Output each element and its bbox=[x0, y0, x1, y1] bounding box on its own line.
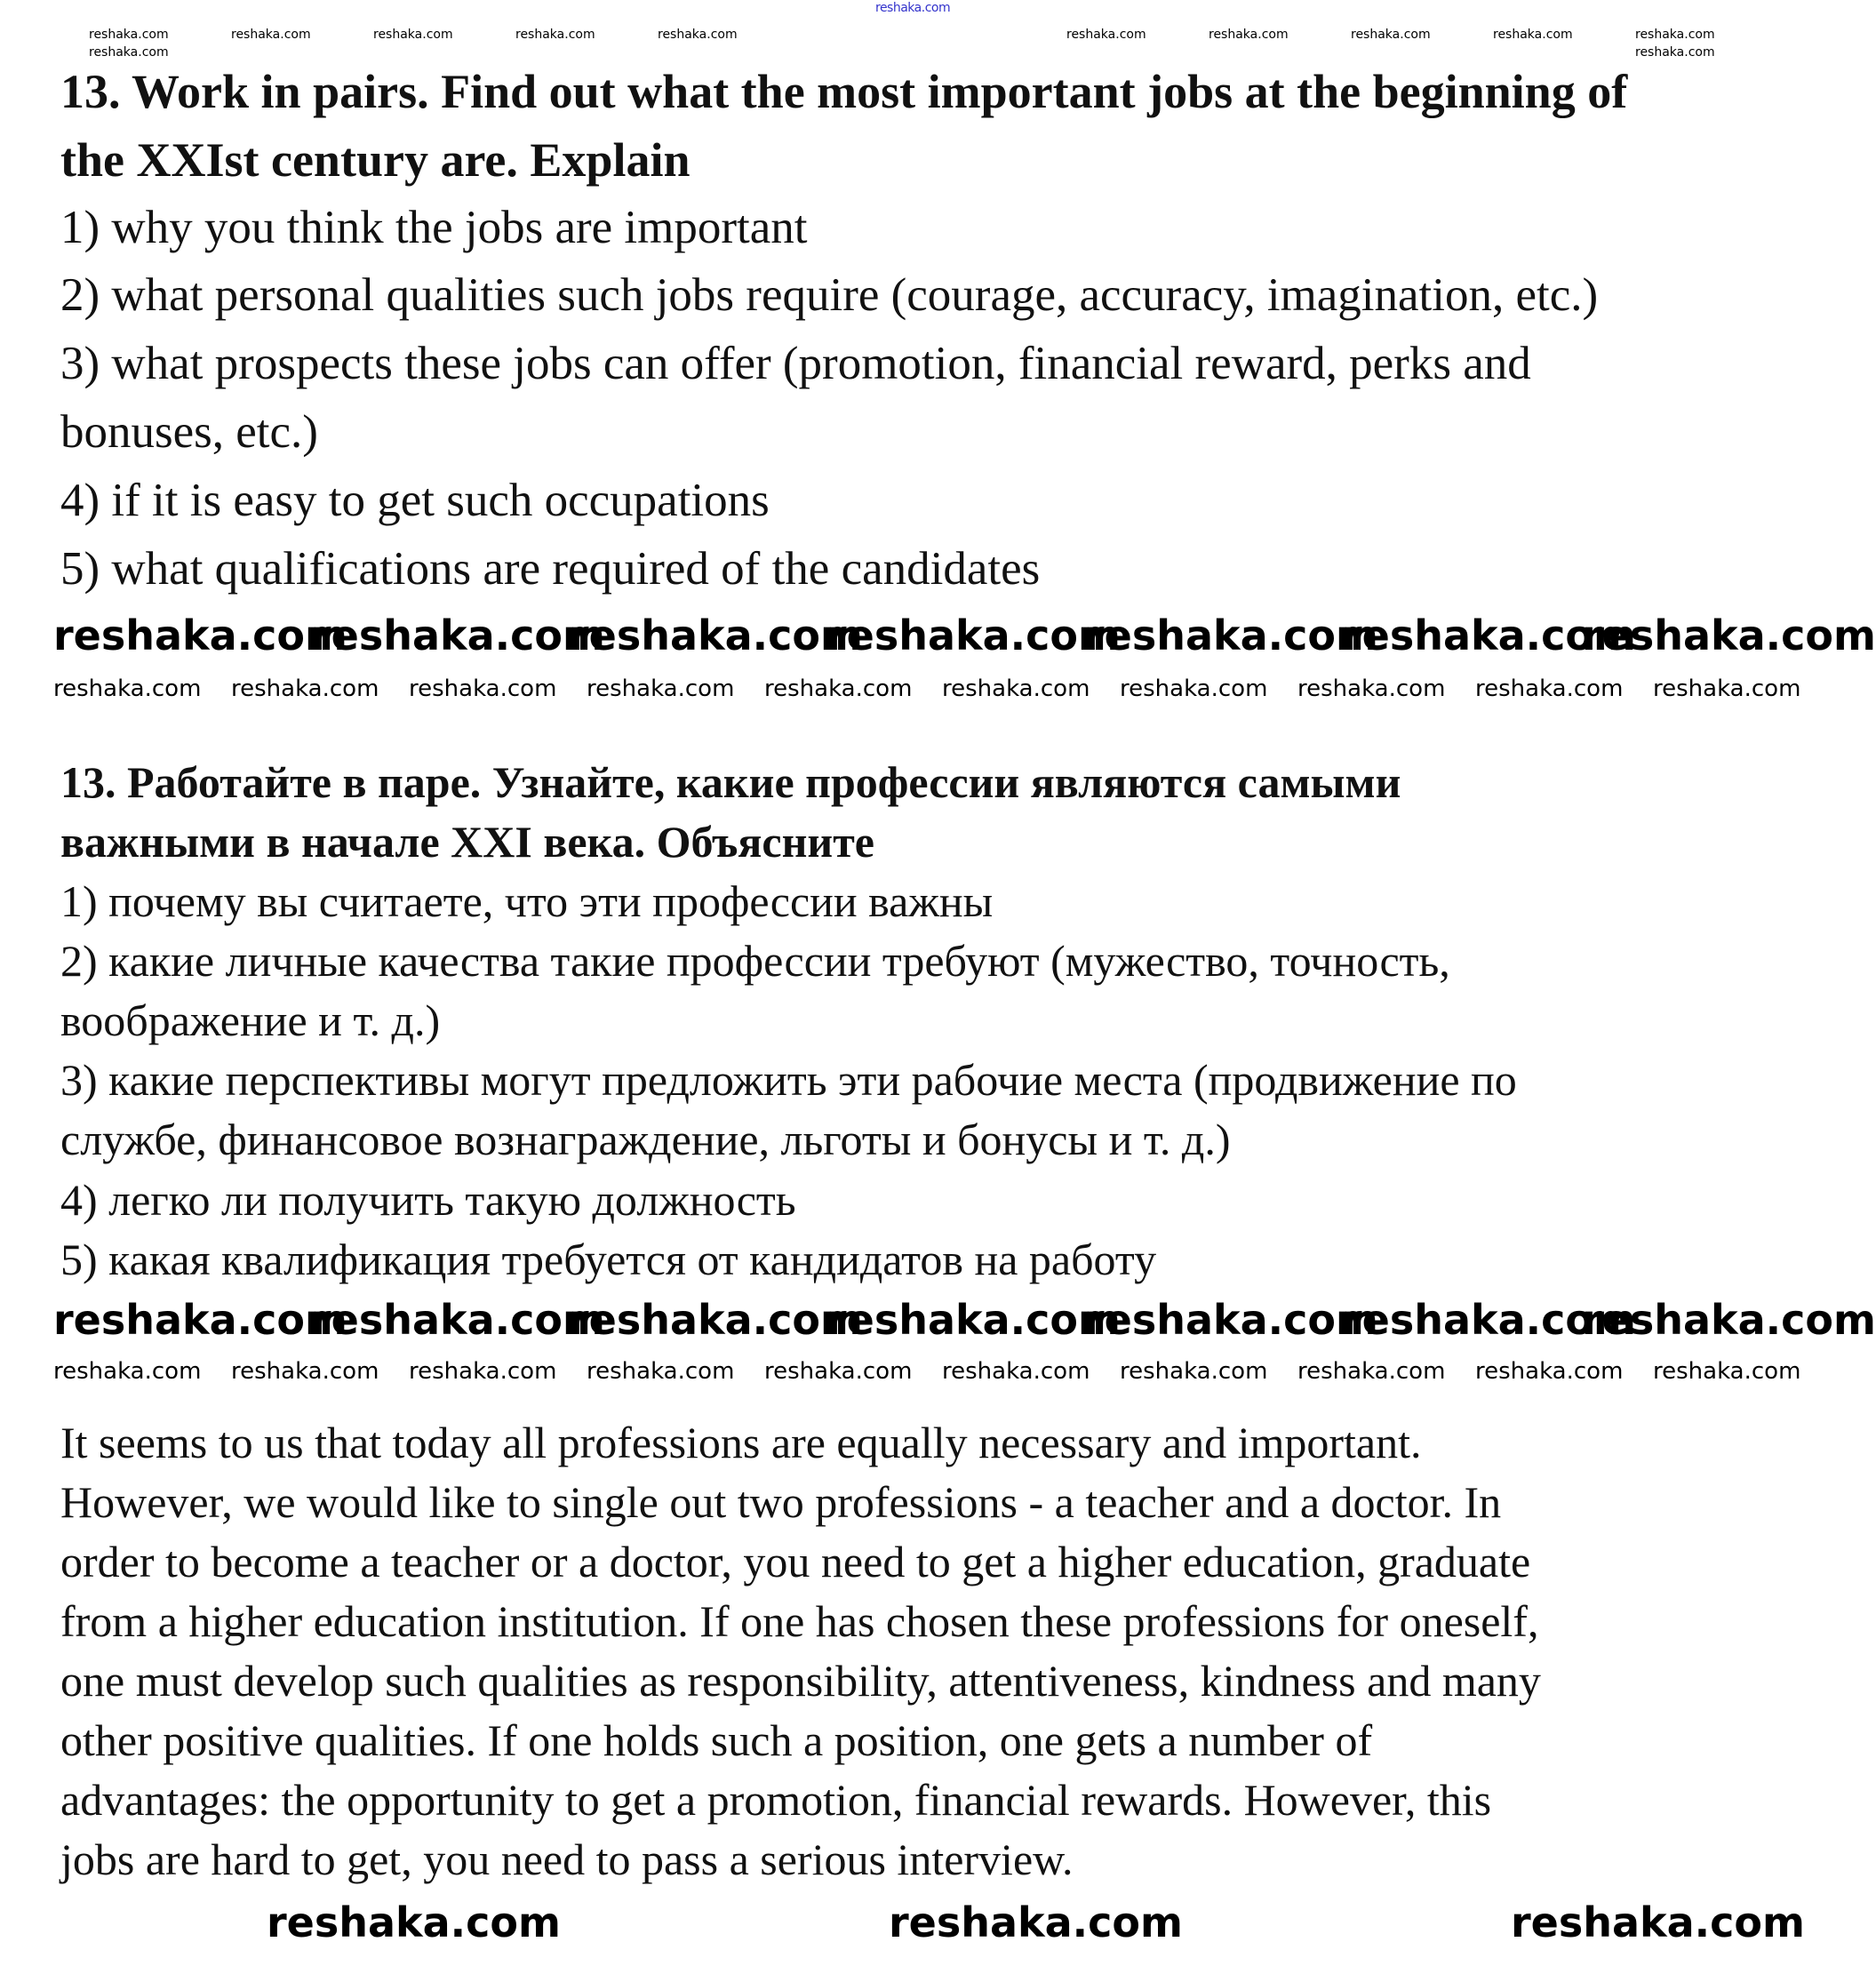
task-item: 1) почему вы считаете, что эти профессии важны bbox=[60, 876, 994, 926]
task-item: 4) легко ли получить такую должность bbox=[60, 1175, 796, 1225]
watermark: reshaka.com bbox=[515, 28, 595, 42]
watermark: reshaka.com bbox=[1297, 1358, 1446, 1385]
watermark: reshaka.com bbox=[89, 45, 169, 60]
task-item: bonuses, etc.) bbox=[60, 406, 318, 458]
task-item: воображение и т. д.) bbox=[60, 995, 441, 1045]
task-heading-line: важными в начале XXI века. Объясните bbox=[60, 817, 874, 867]
site-link[interactable]: reshaka.com bbox=[875, 1, 951, 15]
watermark: reshaka.com bbox=[1582, 611, 1876, 659]
watermark: reshaka.com bbox=[409, 675, 557, 702]
watermark: reshaka.com bbox=[942, 1358, 1090, 1385]
watermark: reshaka.com bbox=[942, 675, 1090, 702]
answer-line: order to become a teacher or a doctor, you need to get a higher education, graduate bbox=[60, 1537, 1531, 1586]
watermark: reshaka.com bbox=[1342, 611, 1636, 659]
watermark: reshaka.com bbox=[231, 1358, 379, 1385]
watermark: reshaka.com bbox=[89, 28, 169, 42]
watermark: reshaka.com bbox=[764, 675, 913, 702]
watermark: reshaka.com bbox=[53, 1296, 347, 1344]
task-item: 5) what qualifications are required of the candidates bbox=[60, 543, 1041, 595]
watermark: reshaka.com bbox=[1511, 1898, 1805, 1946]
watermark: reshaka.com bbox=[409, 1358, 557, 1385]
task-item: 4) if it is easy to get such occupations bbox=[60, 475, 770, 526]
watermark: reshaka.com bbox=[569, 611, 863, 659]
answer-line: It seems to us that today all professions are equally necessary and important. bbox=[60, 1418, 1422, 1467]
watermark: reshaka.com bbox=[1475, 1358, 1624, 1385]
answer-line: other positive qualities. If one holds such a position, one gets a number of bbox=[60, 1715, 1373, 1765]
task-heading-line: 13. Работайте в паре. Узнайте, какие профессии являются самыми bbox=[60, 757, 1401, 807]
watermark: reshaka.com bbox=[373, 28, 453, 42]
watermark: reshaka.com bbox=[53, 611, 347, 659]
watermark: reshaka.com bbox=[267, 1898, 561, 1946]
watermark: reshaka.com bbox=[826, 1296, 1121, 1344]
watermark: reshaka.com bbox=[764, 1358, 913, 1385]
watermark: reshaka.com bbox=[231, 675, 379, 702]
task-item: 2) what personal qualities such jobs require (courage, accuracy, imagination, etc.) bbox=[60, 269, 1599, 321]
watermark: reshaka.com bbox=[1120, 1358, 1268, 1385]
watermark: reshaka.com bbox=[569, 1296, 863, 1344]
task-item: службе, финансовое вознаграждение, льготы и бонусы и т. д.) bbox=[60, 1115, 1231, 1164]
watermark: reshaka.com bbox=[1635, 45, 1715, 60]
watermark: reshaka.com bbox=[1582, 1296, 1876, 1344]
watermark: reshaka.com bbox=[658, 28, 738, 42]
watermark: reshaka.com bbox=[53, 1358, 202, 1385]
watermark: reshaka.com bbox=[587, 675, 735, 702]
task-item: 3) какие перспективы могут предложить эти рабочие места (продвижение по bbox=[60, 1055, 1517, 1105]
task-item: 1) why you think the jobs are important bbox=[60, 202, 808, 253]
watermark: reshaka.com bbox=[311, 611, 605, 659]
watermark: reshaka.com bbox=[1635, 28, 1715, 42]
watermark: reshaka.com bbox=[1066, 28, 1146, 42]
task-item: 2) какие личные качества такие профессии требуют (мужество, точность, bbox=[60, 936, 1450, 986]
watermark: reshaka.com bbox=[1084, 611, 1378, 659]
watermark: reshaka.com bbox=[1209, 28, 1289, 42]
watermark: reshaka.com bbox=[1351, 28, 1431, 42]
watermark: reshaka.com bbox=[1120, 675, 1268, 702]
task-item: 3) what prospects these jobs can offer (promotion, financial reward, perks and bbox=[60, 338, 1531, 389]
watermark: reshaka.com bbox=[587, 1358, 735, 1385]
answer-line: advantages: the opportunity to get a promotion, financial rewards. However, this bbox=[60, 1775, 1492, 1825]
task-item: 5) какая квалификация требуется от кандидатов на работу bbox=[60, 1235, 1157, 1284]
answer-line: one must develop such qualities as responsibility, attentiveness, kindness and many bbox=[60, 1656, 1541, 1706]
watermark: reshaka.com bbox=[826, 611, 1121, 659]
watermark: reshaka.com bbox=[1493, 28, 1573, 42]
watermark: reshaka.com bbox=[1653, 1358, 1801, 1385]
watermark: reshaka.com bbox=[1475, 675, 1624, 702]
watermark: reshaka.com bbox=[1297, 675, 1446, 702]
task-heading-line: the XXIst century are. Explain bbox=[60, 133, 691, 187]
answer-line: jobs are hard to get, you need to pass a serious interview. bbox=[60, 1834, 1074, 1884]
watermark: reshaka.com bbox=[1084, 1296, 1378, 1344]
watermark: reshaka.com bbox=[1653, 675, 1801, 702]
watermark: reshaka.com bbox=[889, 1898, 1183, 1946]
watermark: reshaka.com bbox=[53, 675, 202, 702]
watermark: reshaka.com bbox=[311, 1296, 605, 1344]
task-heading-line: 13. Work in pairs. Find out what the most important jobs at the beginning of bbox=[60, 65, 1628, 118]
answer-line: from a higher education institution. If one has chosen these professions for oneself, bbox=[60, 1596, 1539, 1646]
watermark: reshaka.com bbox=[231, 28, 311, 42]
watermark: reshaka.com bbox=[1342, 1296, 1636, 1344]
answer-line: However, we would like to single out two professions - a teacher and a doctor. In bbox=[60, 1477, 1502, 1527]
